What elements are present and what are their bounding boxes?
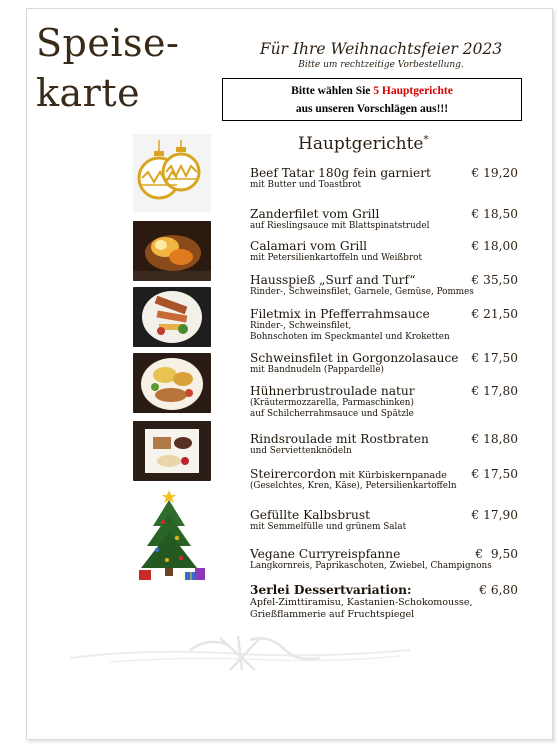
item-price: € 18,00	[471, 239, 518, 253]
item-name: Calamari vom Grill	[250, 239, 368, 253]
event-subheading: Bitte um rechtzeitige Vorbestellung.	[298, 60, 464, 70]
item-description: mit Bandnudeln (Pappardelle)	[250, 365, 384, 375]
menu-item	[250, 273, 520, 298]
item-description: mit Petersilienkartoffeln und Weißbrot	[250, 253, 422, 263]
menu-item	[250, 239, 520, 264]
item-description: Grießflammerie auf Fruchtspiegel	[250, 609, 415, 620]
menu-item	[250, 547, 520, 572]
item-price: € 21,50	[471, 307, 518, 321]
item-name: Gefüllte Kalbsbrust	[250, 508, 371, 522]
item-name: Rindsroulade mit Rostbraten	[250, 432, 429, 446]
item-price: € 35,50	[471, 273, 518, 287]
item-description: (Geselchtes, Kren, Käse), Petersilienkartoffeln	[250, 481, 457, 491]
item-name-extra: mit Kürbiskernpanade	[336, 470, 447, 481]
cutlery-ornament	[70, 630, 410, 675]
item-price: € 18,80	[471, 432, 518, 446]
item-description: Rinder-, Schweinsfilet,	[250, 321, 352, 331]
item-price: € 9,50	[475, 547, 518, 561]
item-name: Vegane Curryreispfanne	[250, 547, 401, 561]
item-description: mit Semmelfülle und grünem Salat	[250, 522, 407, 532]
item-description: mit Butter und Toastbrot	[250, 180, 362, 190]
schnitzel-plate-photo	[133, 353, 211, 413]
section-title	[298, 134, 429, 154]
title-line-2: karte	[36, 71, 141, 115]
item-name-main: Steirercordon	[250, 467, 337, 481]
item-description: Apfel-Zimttiramisu, Kastanien-Schokomousse,	[250, 597, 473, 608]
item-name: Filetmix in Pfefferrahmsauce	[250, 307, 430, 321]
section-title-text: Hauptgerichte	[298, 134, 424, 154]
item-name: Beef Tatar 180g fein garniert	[250, 166, 431, 180]
section-footnote-mark: *	[423, 134, 429, 146]
item-description: Rinder-, Schweinsfilet, Garnele, Gemüse, Pommes	[250, 287, 474, 297]
item-price: € 17,50	[471, 351, 518, 365]
item-description: Langkornreis, Paprikaschoten, Zwiebel, Champignons	[250, 561, 492, 571]
event-heading: Für Ihre Weihnachtsfeier 2023	[259, 40, 503, 58]
item-price: € 19,20	[471, 166, 518, 180]
item-price: € 6,80	[479, 583, 518, 597]
notice-highlight: 5 Hauptgerichte	[373, 85, 453, 97]
item-description: und Serviettenknödeln	[250, 446, 352, 456]
page-title	[36, 18, 179, 118]
item-price: € 17,90	[471, 508, 518, 522]
item-price: € 17,50	[471, 467, 518, 481]
item-description: auf Schilcherrahmsauce und Spätzle	[250, 409, 414, 419]
menu-item	[250, 583, 520, 621]
item-name: Hausspieß „Surf and Turf“	[250, 273, 416, 287]
menu-item	[250, 432, 520, 457]
item-name: 3erlei Dessertvariation:	[250, 583, 412, 597]
menu-item	[250, 467, 520, 492]
item-description: auf Rieslingsauce mit Blattspinatstrudel	[250, 221, 430, 231]
menu-item	[250, 351, 520, 376]
christmas-ornaments-icon	[133, 134, 211, 212]
item-name: Schweinsfilet in Gorgonzolasauce	[250, 351, 459, 365]
dessert-plate-photo	[133, 421, 211, 481]
christmas-tree-icon	[133, 488, 211, 583]
menu-item	[250, 508, 520, 533]
selection-notice	[222, 78, 522, 121]
notice-line-2: aus unseren Vorschlägen aus!!!	[295, 103, 449, 115]
menu-item	[250, 166, 520, 191]
item-name: Hühnerbrustroulade natur	[250, 384, 415, 398]
item-price: € 18,50	[471, 207, 518, 221]
item-description: Bohnschoten im Speckmantel und Kroketten	[250, 332, 450, 342]
menu-item	[250, 207, 520, 232]
menu-item	[250, 384, 520, 420]
notice-text: Bitte wählen Sie	[291, 85, 374, 97]
menu-item	[250, 307, 520, 343]
grill-flame-photo	[133, 221, 211, 281]
title-line-1: Speise-	[36, 21, 180, 65]
skewer-plate-photo	[133, 287, 211, 347]
item-description: (Kräutermozzarella, Parmaschinken)	[250, 398, 414, 408]
item-name: Zanderfilet vom Grill	[250, 207, 380, 221]
item-price: € 17,80	[471, 384, 518, 398]
